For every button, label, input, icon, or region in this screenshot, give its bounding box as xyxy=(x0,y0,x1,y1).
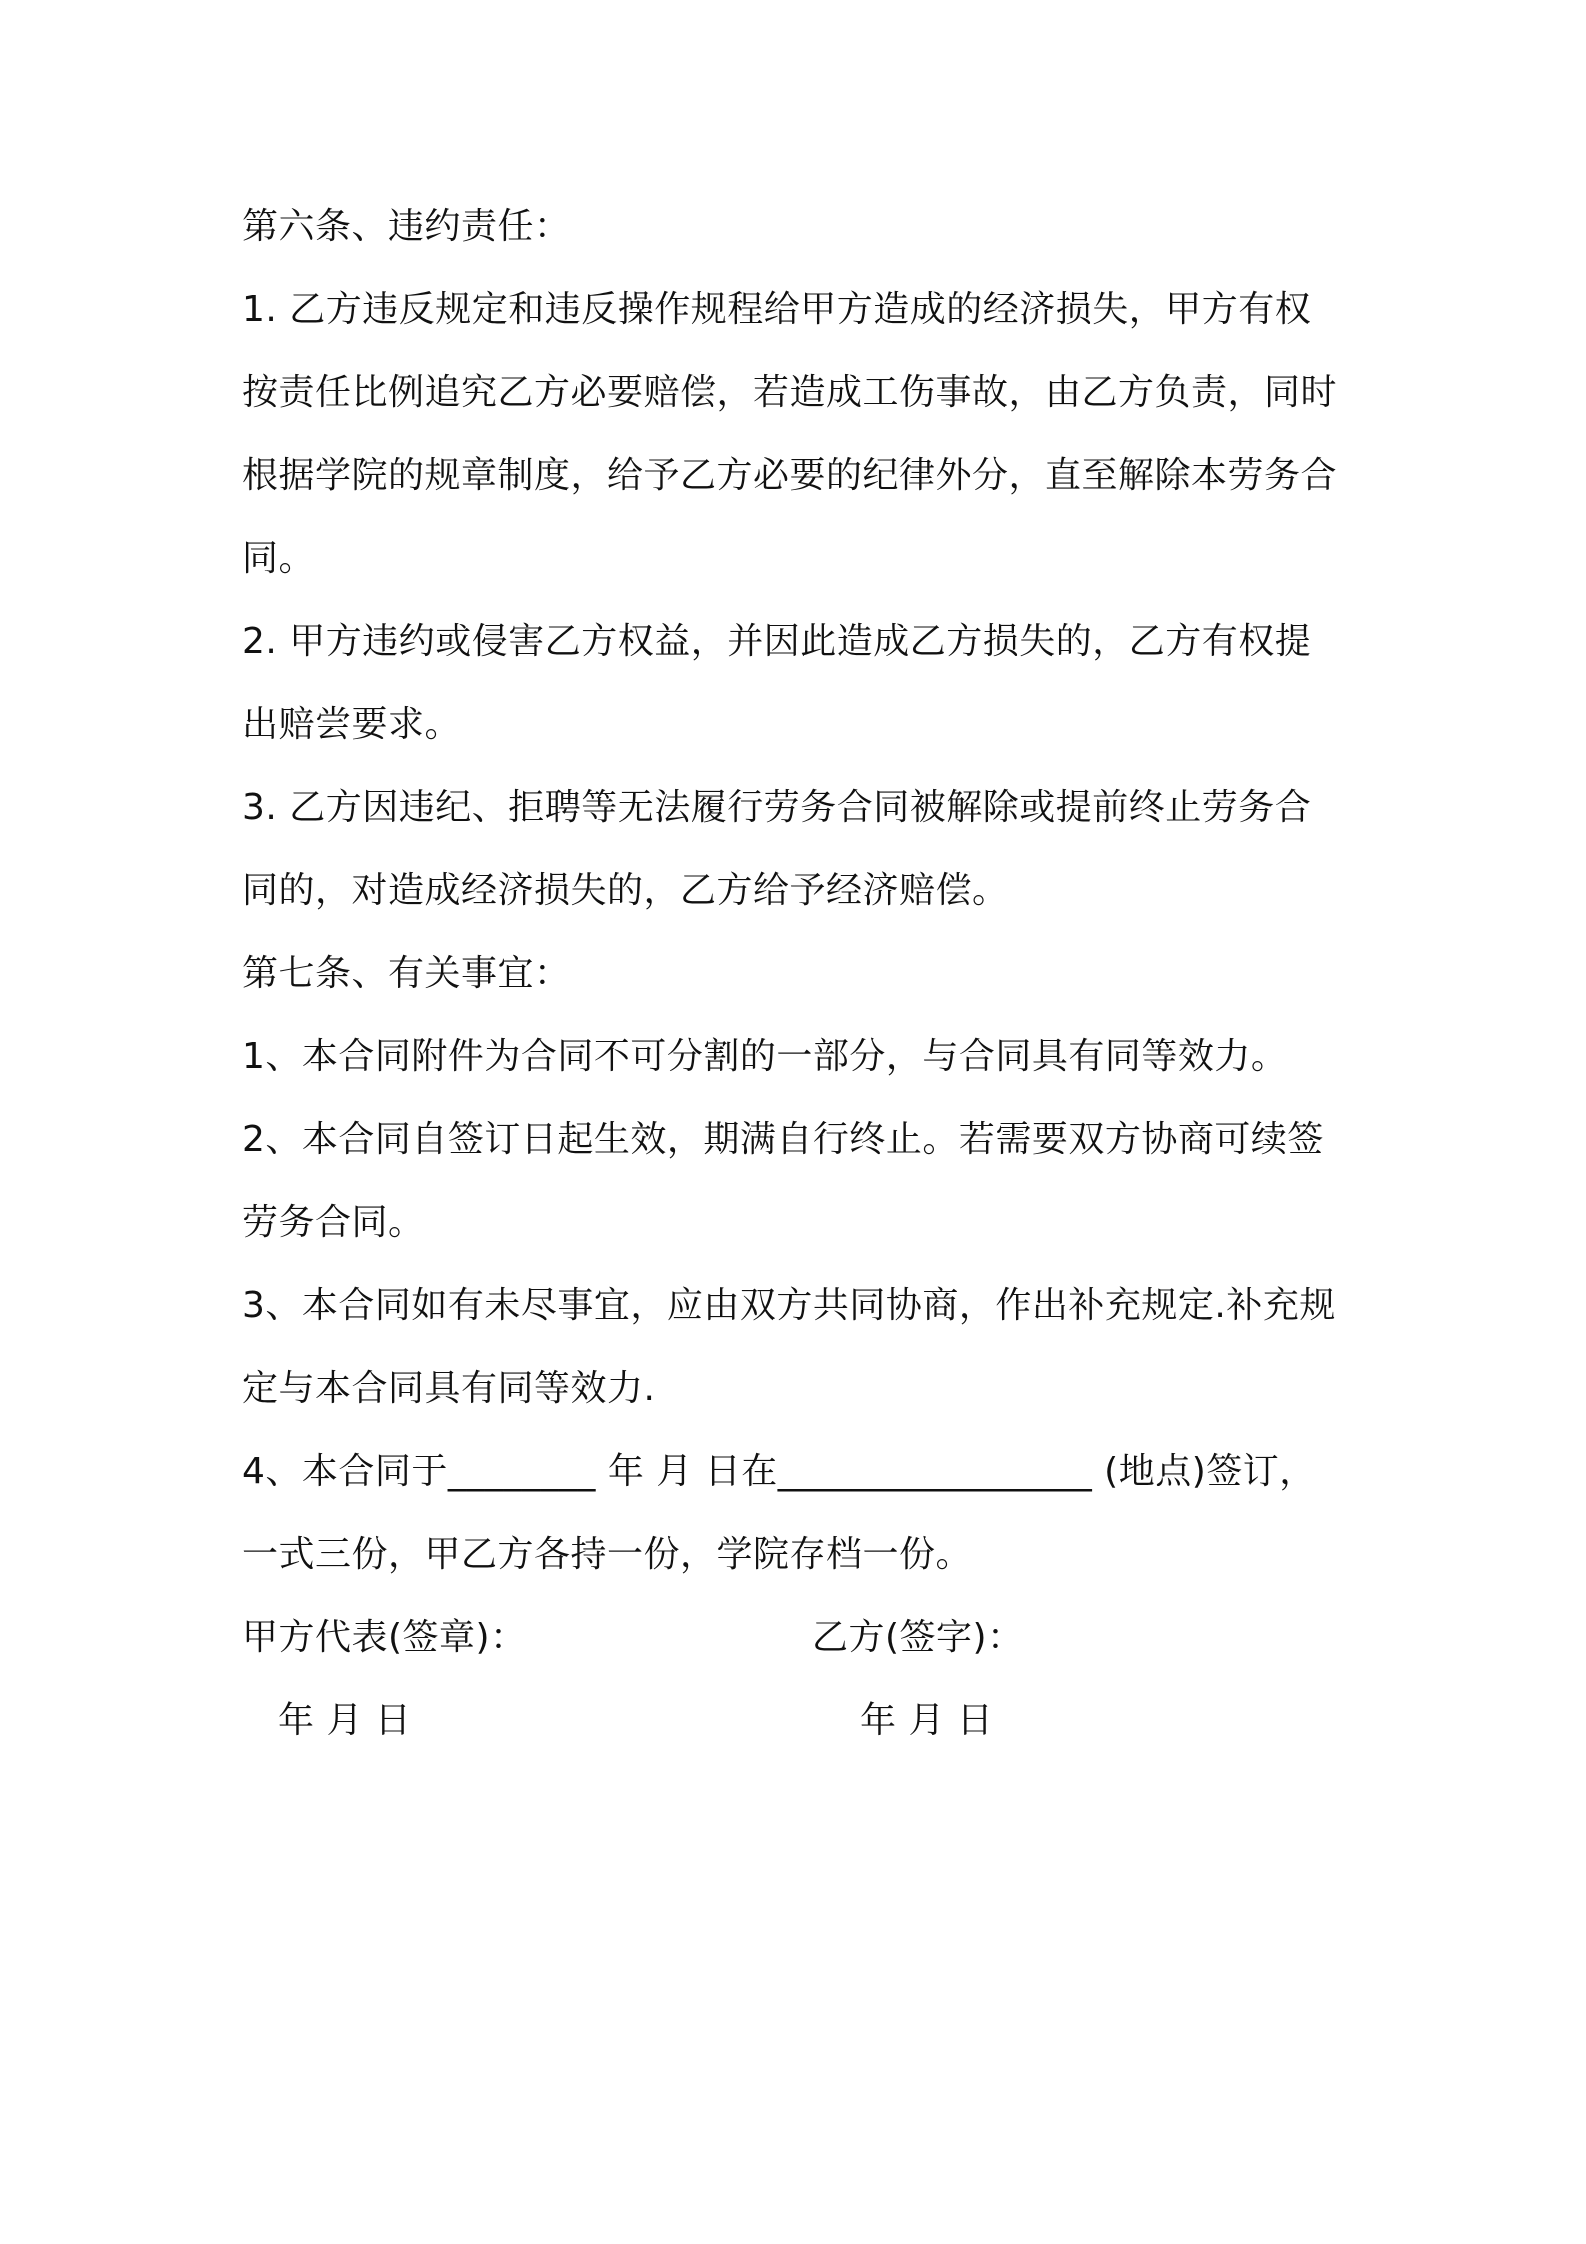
article7-item1-line1: 1、本合同附件为合同不可分割的一部分，与合同具有同等效力。 xyxy=(242,1036,1288,1077)
article7-item2-line1: 2、本合同自签订日起生效，期满自行终止。若需要双方协商可续签 xyxy=(242,1119,1324,1160)
article7-item4-line2: 一式三份，甲乙方各持一份，学院存档一份。 xyxy=(242,1534,973,1575)
party-a-signature-label: 甲方代表(签章)： xyxy=(242,1617,527,1658)
party-b-date: 年 月 日 xyxy=(860,1700,994,1741)
article6-item3-line2: 同的，对造成经济损失的，乙方给予经济赔偿。 xyxy=(242,870,1009,911)
article6-item1-line1: 1. 乙方违反规定和违反操作规程给甲方造成的经济损失，甲方有权 xyxy=(242,289,1312,330)
article7-item4-line1: 4、本合同于________ 年 月 日在_________________ (地点)签订， xyxy=(242,1451,1316,1492)
article7-item3-line1: 3、本合同如有未尽事宜，应由双方共同协商，作出补充规定.补充规 xyxy=(242,1285,1336,1326)
article7-item3-line2: 定与本合同具有同等效力. xyxy=(242,1368,656,1409)
party-a-date: 年 月 日 xyxy=(278,1700,412,1741)
party-b-signature-label: 乙方(签字)： xyxy=(812,1617,1024,1658)
article6-item2-line1: 2. 甲方违约或侵害乙方权益，并因此造成乙方损失的，乙方有权提 xyxy=(242,621,1312,662)
article7-item2-line2: 劳务合同。 xyxy=(242,1202,425,1243)
article6-item3-line1: 3. 乙方因违纪、拒聘等无法履行劳务合同被解除或提前终止劳务合 xyxy=(242,787,1312,828)
article6-item1-line3: 根据学院的规章制度，给予乙方必要的纪律外分，直至解除本劳务合 xyxy=(242,455,1338,496)
article6-heading: 第六条、违约责任： xyxy=(242,206,571,247)
article6-item1-line4: 同。 xyxy=(242,538,316,579)
article7-heading: 第七条、有关事宜： xyxy=(242,953,571,994)
article6-item2-line2: 出赔尝要求。 xyxy=(242,704,462,745)
article6-item1-line2: 按责任比例追究乙方必要赔偿，若造成工伤事故，由乙方负责，同时 xyxy=(242,372,1338,413)
